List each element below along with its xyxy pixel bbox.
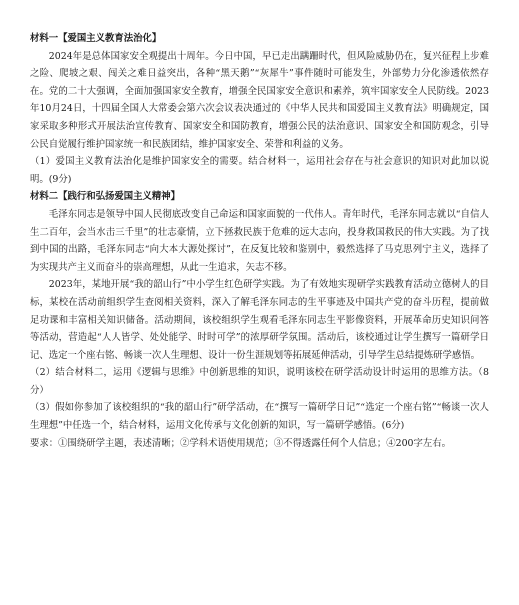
material2-paragraph-1: 毛泽东同志是领导中国人民彻底改变自己命运和国家面貌的一代伟人。青年时代，毛泽东同志就以“自信人生二百年，会当水击三千里”的壮志豪情，立下拯救民族于危难的远大志向，投身救国救民的伟大实践。为了找到中国的出路，毛泽东同志“向大本大源处探讨”，在反复比较和鉴别中，毅然选择了马克思列宁主义，选择了为实现共产主义而奋斗的崇高理想，从此一生追求，矢志不移。 xyxy=(30,208,489,273)
material2-paragraph-2: 2023年，某地开展“我的韶山行”中小学生红色研学实践。为了有效地实现研学实践教育活动立德树人的目标，某校在活动前组织学生查阅相关资料，深入了解毛泽东同志的生平事迹及中国共产党的奋斗历程，提前做足功课和丰富相关知识储备。活动期间，该校组织学生观看毛泽东同志生平影像资料，开展革命历史知识问答等活动，营造起“人人皆学、处处能学、时时可学”的浓厚研学氛围。活动后，该校通过让学生撰写一篇研学日记、选定一个座右铭、畅谈一次人生理想、设计一份生涯规划等拓展延伸活动，引导学生总结提炼研学感悟。 xyxy=(30,279,489,361)
question-1: （1）爱国主义教育法治化是维护国家安全的需要。结合材料一，运用社会存在与社会意识的知识对此加以说明。(9分) xyxy=(30,156,489,185)
question-2: （2）结合材料二，运用《逻辑与思维》中创新思维的知识，说明该校在研学活动设计时运用的思维方法。（8分） xyxy=(30,367,489,396)
material1-paragraph: 2024年是总体国家安全观提出十周年。今日中国，早已走出蹒跚时代，但风险威胁仍在，复兴征程上步难之险、爬坡之艰、闯关之难日益突出，各种“黑天鹅”“灰犀牛”事件随时可能发生，外部势力分化渗透依然存在。党的二十大强调，全面加强国家安全教育，增强全民国家安全意识和素养，筑牢国家安全人民防线。2023年10月24日，十四届全国人大常委会第六次会议表决通过的《中华人民共和国爱国主义教育法》明确规定，国家采取多种形式开展法治宣传教育、国家安全和国防教育，增强公民的法治意识、国家安全和国防观念，引导公民自觉履行维护国家统一和民族团结，维护国家安全、荣誉和利益的义务。 xyxy=(30,50,489,150)
material1-heading: 材料一【爱国主义教育法治化】 xyxy=(30,33,162,44)
requirements: 要求：①围绕研学主题，表述清晰；②学科术语使用规范；③不得透露任何个人信息；④200字左右。 xyxy=(30,437,452,449)
question-3: （3）假如你参加了该校组织的“我的韶山行”研学活动，在“撰写一篇研学日记”“选定一个座右铭”“畅谈一次人生理想”中任选一个，结合材料，运用文化传承与文化创新的知识，写一篇研学感悟。(6分) xyxy=(30,402,489,432)
material2-heading: 材料二【践行和弘扬爱国主义精神】 xyxy=(30,191,181,203)
